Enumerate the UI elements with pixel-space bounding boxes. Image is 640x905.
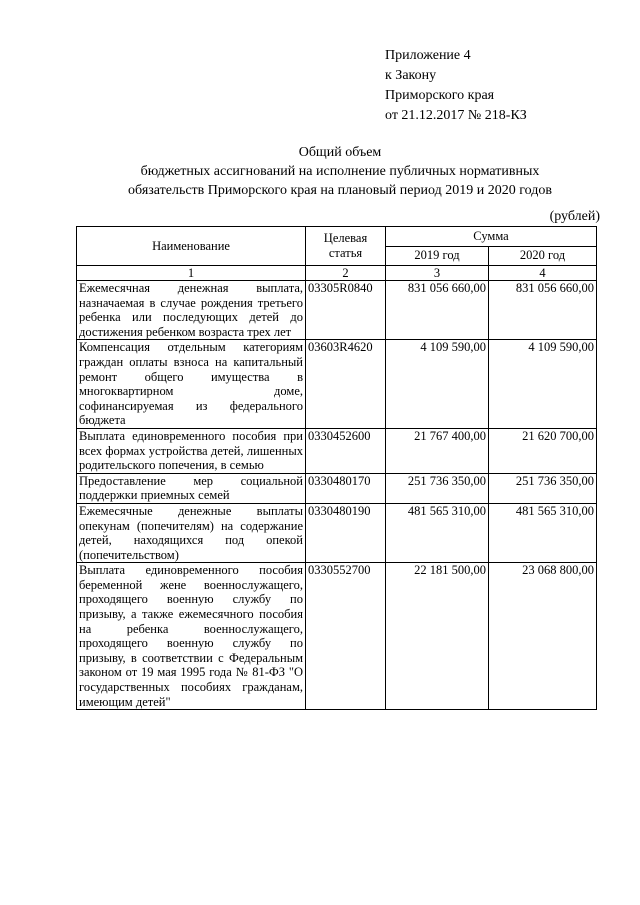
budget-table (76, 226, 597, 710)
row-amount-2019: 481 565 310,00 (386, 503, 489, 562)
row-amount-2020: 831 056 660,00 (489, 281, 597, 340)
table-row (77, 563, 597, 710)
title-line: Общий объем (298, 145, 382, 160)
row-amount-2019: 251 736 350,00 (386, 473, 489, 503)
row-amount-2020: 4 109 590,00 (489, 340, 597, 429)
row-amount-2019: 831 056 660,00 (386, 281, 489, 340)
row-name: Ежемесячная денежная выплата, назначаемая в случае рождения третьего ребенка или последующих детей до достижения ребенком возраста трех лет (77, 281, 306, 340)
row-code: 0330480170 (306, 473, 386, 503)
row-amount-2020: 23 068 800,00 (489, 563, 597, 710)
table-row (77, 281, 597, 340)
row-code: 03305R0840 (306, 281, 386, 340)
column-number: 4 (489, 266, 597, 281)
column-number-row (77, 266, 597, 281)
row-name: Компенсация отдельным категориям граждан оплаты взноса на капитальный ремонт общего имущества в многоквартирном доме, софинансируемая из федерального бюджета (77, 340, 306, 429)
table-row (77, 428, 597, 473)
appendix-line: от 21.12.2017 № 218-КЗ (385, 108, 527, 123)
table-row (77, 340, 597, 429)
header-code: Целевая статья (306, 227, 386, 266)
column-number: 1 (77, 266, 306, 281)
row-code: 0330452600 (306, 428, 386, 473)
header-sum: Сумма (386, 227, 597, 247)
row-name: Предоставление мер социальной поддержки приемных семей (77, 473, 306, 503)
unit-label: (рублей) (549, 209, 600, 224)
row-amount-2019: 22 181 500,00 (386, 563, 489, 710)
appendix-block (385, 46, 605, 126)
row-name: Выплата единовременного пособия при всех формах устройства детей, лишенных родительского попечения, в семью (77, 428, 306, 473)
table-row (77, 473, 597, 503)
row-name: Ежемесячные денежные выплаты опекунам (попечителям) на содержание детей, находящихся под опекой (попечительством) (77, 503, 306, 562)
table-row (77, 503, 597, 562)
row-amount-2019: 21 767 400,00 (386, 428, 489, 473)
header-year-2019: 2019 год (386, 246, 489, 266)
document-title (60, 143, 620, 200)
row-amount-2020: 21 620 700,00 (489, 428, 597, 473)
row-amount-2020: 251 736 350,00 (489, 473, 597, 503)
title-line: обязательств Приморского края на плановый период 2019 и 2020 годов (128, 183, 552, 198)
row-code: 0330552700 (306, 563, 386, 710)
row-amount-2019: 4 109 590,00 (386, 340, 489, 429)
column-number: 3 (386, 266, 489, 281)
appendix-line: к Закону (385, 68, 437, 83)
header-name: Наименование (77, 227, 306, 266)
row-code: 0330480190 (306, 503, 386, 562)
column-number: 2 (306, 266, 386, 281)
appendix-line: Приложение 4 (385, 48, 471, 63)
row-name: Выплата единовременного пособия беременной жене военнослужащего, проходящего военную службу по призыву, а также ежемесячного пособия на ребенка военнослужащего, проходящего военную службу по призыву, в соответствии с Федеральным законом от 19 мая 1995 года № 81-ФЗ "О государственных пособиях гражданам, имеющим детей" (77, 563, 306, 710)
appendix-line: Приморского края (385, 88, 495, 103)
row-amount-2020: 481 565 310,00 (489, 503, 597, 562)
header-year-2020: 2020 год (489, 246, 597, 266)
row-code: 03603R4620 (306, 340, 386, 429)
title-line: бюджетных ассигнований на исполнение публичных нормативных (140, 164, 540, 179)
